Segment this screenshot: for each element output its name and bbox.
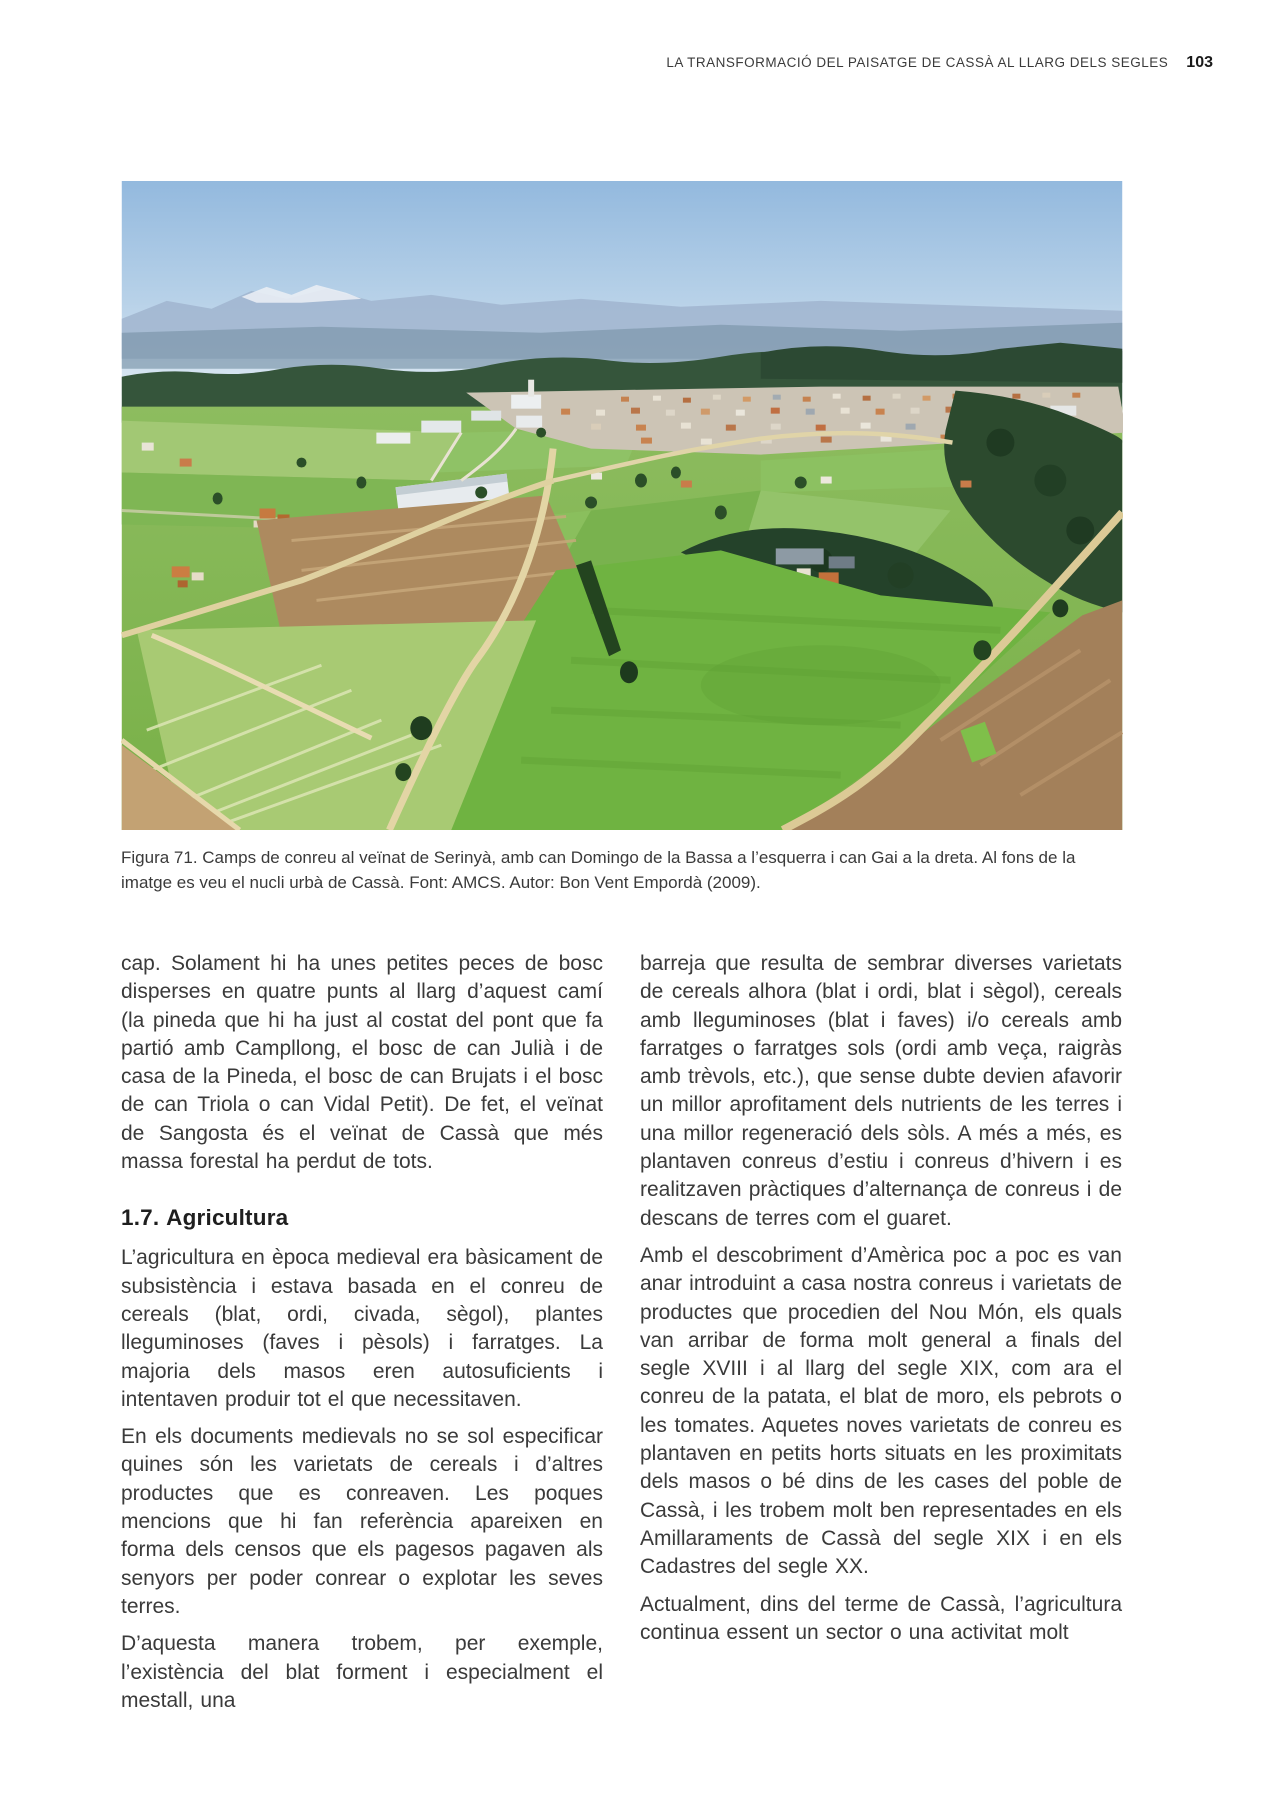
running-head (121, 54, 1213, 72)
section-heading-agricultura: 1.7. Agricultura (121, 1205, 289, 1231)
figure-71 (121, 181, 1123, 895)
paragraph: barreja que resulta de sembrar diverses varietats de cereals alhora (blat i ordi, blat i sègol), cereals amb lleguminoses (blat i faves) i/o cereals amb farratges o farratges sols (ordi amb veça, raigràs amb trèvols, etc.), que sense dubte devien afavorir un millor aprofitament dels nutrients de les terres i una millor regeneració dels sòls. A més a més, es plantaven conreus d’estiu i conreus d’hivern i es realitzaven pràctiques d’alternança de conreus i de descans de terres com el guaret. (640, 952, 1122, 1230)
aerial-photo (121, 181, 1123, 830)
paragraph: L’agricultura en època medieval era bàsicament de subsistència i estava basada en el conreu de cereals (blat, ordi, civada, sègol), plantes lleguminoses (faves i pèsols) i farratges. La majoria dels masos eren autosuficients i intentaven produir tot el que necessitaven. (121, 1246, 603, 1411)
paragraph: Actualment, dins del terme de Cassà, l’agricultura continua essent un sector o una activitat molt (640, 1592, 1122, 1644)
page-number: 103 (1186, 54, 1213, 71)
paragraph: D’aquesta manera trobem, per exemple, l’existència del blat forment i especialment el mestall, una (121, 1632, 603, 1712)
paragraph: Amb el descobriment d’Amèrica poc a poc es van anar introduint a casa nostra conreus i varietats de productes que procedien del Nou Món, els quals van arribar de forma molt general a finals del segle XVIII i al llarg del segle XIX, com ara el conreu de la patata, el blat de moro, els pebrots o les tomates. Aquetes noves varietats de conreu es plantaven en petits horts situats en les proximitats dels masos o bé dins de les cases del poble de Cassà, i les trobem molt ben representades en els Amillaraments de Cassà del segle XIX i en els Cadastres del segle XX. (640, 1243, 1122, 1579)
paragraph: cap. Solament hi ha unes petites peces de bosc disperses en quatre punts al llarg d’aquest camí (la pineda que hi ha just al costat del pont que fa partió amb Campllong, el bosc de can Julià i de casa de la Pineda, el bosc de can Brujats i el bosc de can Triola o can Vidal Petit). De fet, el veïnat de Sangosta és el veïnat de Cassà que més massa forestal ha perdut de tots. (121, 952, 603, 1174)
running-head-title: LA TRANSFORMACIÓ DEL PAISATGE DE CASSÀ AL LLARG DELS SEGLES (666, 55, 1169, 70)
text-column-left (121, 950, 603, 1724)
paragraph: En els documents medievals no se sol especificar quines són les varietats de cereals i d’altres productes que es conreaven. Les poques mencions que hi fan referència apareixen en forma dels censos que els pagesos pagaven als senyors per poder conrear o explotar les seves terres. (121, 1425, 603, 1618)
figure-caption: Figura 71. Camps de conreu al veïnat de Serinyà, amb can Domingo de la Bassa a l’esquerra i can Gai a la dreta. Al fons de la imatge es veu el nucli urbà de Cassà. Font: AMCS. Autor: Bon Vent Empordà (2009). (121, 848, 1076, 892)
text-column-right (640, 950, 1122, 1656)
